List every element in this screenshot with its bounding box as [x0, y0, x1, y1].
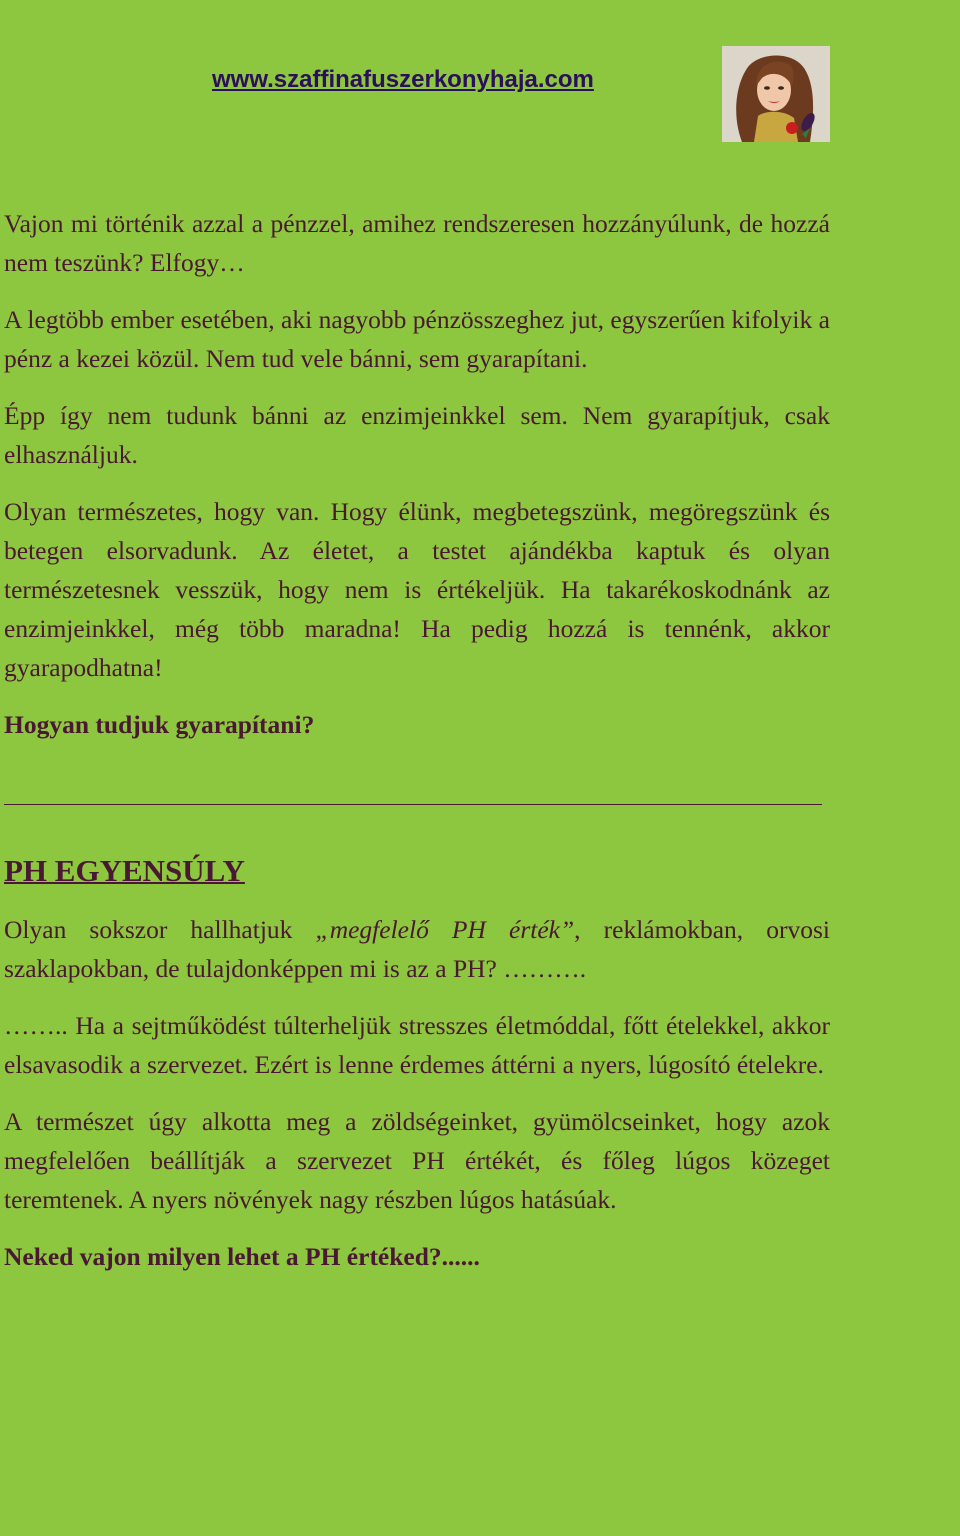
- paragraph-enzymes: Épp így nem tudunk bánni az enzimjeinkkel sem. Nem gyarapítjuk, csak elhasználjuk.: [4, 401, 830, 469]
- ph-intro-end: , reklámokban, orvosi szaklapokban, de tulajdonképpen mi is az a PH? ……….: [4, 915, 830, 983]
- question-heading: Hogyan tudjuk gyarapítani?: [4, 710, 315, 739]
- paragraph-life: Olyan természetes, hogy van. Hogy élünk, megbetegszünk, megöregszünk és betegen elsorvadunk. Az életet, a testet ajándékba kaptuk és olyan természetesnek vesszük, hogy nem is értékeljük. Ha takarékoskodnánk az enzimjeinkkel, még több maradna! Ha pedig hozzá is tennénk, akkor gyarapodhatna!: [4, 497, 830, 682]
- ph-intro-italic: „megfelelő PH érték”: [315, 915, 575, 944]
- paragraph-money: Vajon mi történik azzal a pénzzel, amihez rendszeresen hozzányúlunk, de hozzá nem teszünk? Elfogy…: [4, 209, 830, 277]
- paragraph-people: A legtöbb ember esetében, aki nagyobb pénzösszeghez jut, egyszerűen kifolyik a pénz a kezei közül. Nem tud vele bánni, sem gyarapítani.: [4, 305, 830, 373]
- paragraph-nature: A természet úgy alkotta meg a zöldségeinket, gyümölcseinket, hogy azok megfelelően beállítják a szervezet PH értékét, és főleg lúgos közeget teremtenek. A nyers növények nagy részben lúgos hatásúak.: [4, 1107, 830, 1214]
- woman-portrait-icon: [722, 46, 830, 142]
- horizontal-rule: [4, 762, 822, 805]
- paragraph-ph-intro: [4, 910, 830, 988]
- closing-question: Neked vajon milyen lehet a PH értéked?......: [4, 1242, 480, 1271]
- paragraph-acidic: …….. Ha a sejtműködést túlterheljük stresszes életmóddal, főtt ételekkel, akkor elsavasodik a szervezet. Ezért is lenne érdemes áttérni a nyers, lúgosító ételekre.: [4, 1011, 830, 1079]
- section-title: PH EGYENSÚLY: [4, 853, 245, 888]
- article-body: [4, 204, 830, 1276]
- ph-intro-start: Olyan sokszor hallhatjuk: [4, 915, 316, 944]
- website-link[interactable]: www.szaffinafuszerkonyhaja.com: [212, 66, 594, 93]
